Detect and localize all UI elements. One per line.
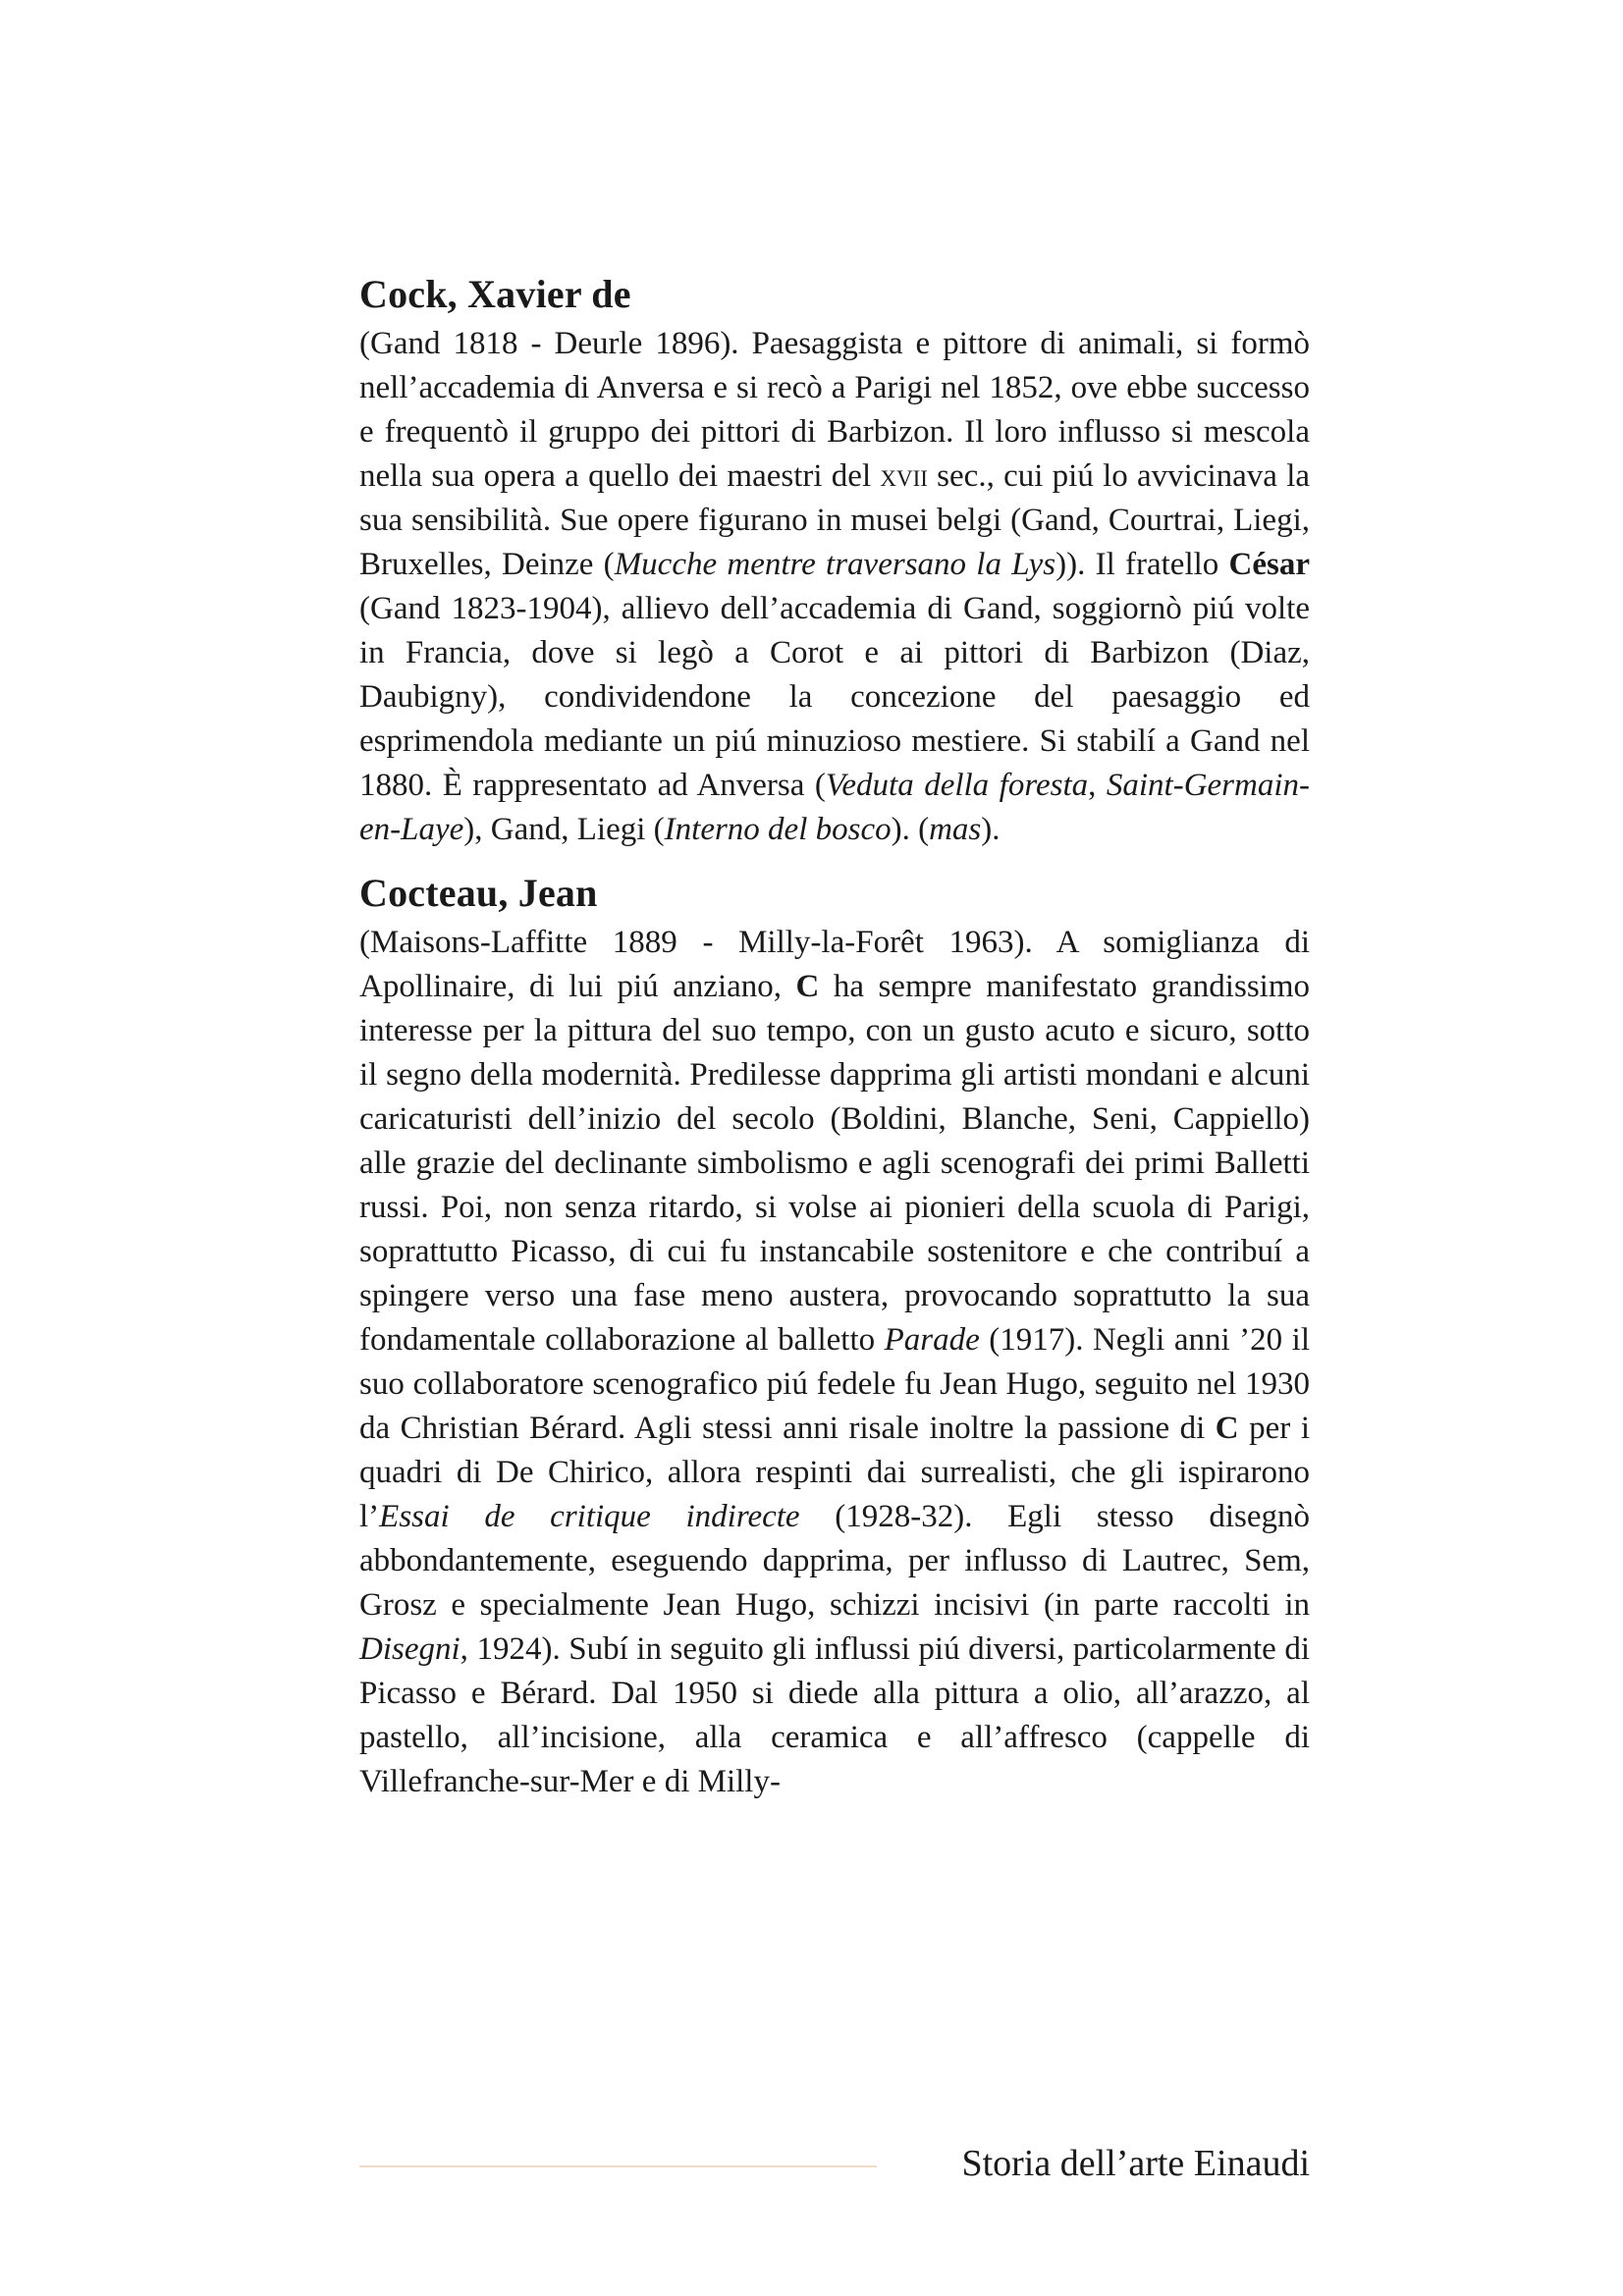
body-text: ), Gand, Liegi (	[463, 812, 665, 847]
body-text: ,	[1088, 768, 1107, 803]
entry-title: Cocteau, Jean	[359, 871, 598, 915]
italic-text: Saint-Germain-en-Laye	[359, 768, 1311, 847]
footer-divider	[359, 2165, 877, 2167]
body-text: ha sempre manifestato grandissimo interesse per la pittura del suo tempo, con un gusto acuto e sicuro, sotto il segno della modernità. Predilesse dapprima gli artisti mondani e alcuni caricaturisti dell’inizio del secolo (Boldini, Blanche, Seni, Cappiello) alle grazie del declinante simbolismo e agli scenografi dei primi Balletti russi. Poi, non senza ritardo, si volse ai pionieri della scuola di Parigi, soprattutto Picasso, di cui fu instancabile sostenitore e che contribuí a spingere verso una fase meno austera, provocando soprattutto la sua fondamentale collaborazione al balletto	[359, 969, 1310, 1358]
italic-text: Interno del bosco	[664, 812, 892, 847]
entry-cock-xavier-de	[359, 271, 1310, 852]
body-text: (1917). Negli anni ’20 il suo collaboratore scenografico piú fedele fu Jean Hugo, seguito nel 1930 da Christian Bérard. Agli stessi anni risale inoltre la passione di	[359, 1322, 1310, 1446]
italic-text: Veduta della foresta	[825, 768, 1089, 803]
italic-text: Mucche mentre traversano la Lys	[614, 547, 1056, 582]
italic-text: mas	[929, 812, 982, 847]
entry-title: Cock, Xavier de	[359, 272, 631, 316]
bold-text: César	[1228, 547, 1311, 582]
body-text: ).	[981, 812, 1001, 847]
body-text: , 1924). Subí in seguito gli influssi piú diversi, particolarmente di Picasso e Bérard. Dal 1950 si diede alla pittura a olio, all’arazzo, al pastello, all’incisione, alla ceramica e all’affresco (cappelle di Villefranche-sur-Mer e di Milly-	[359, 1631, 1310, 1799]
italic-text: Essai de critique indirecte	[379, 1499, 800, 1534]
body-text: )). Il fratello	[1055, 547, 1229, 582]
entry-body	[359, 921, 1310, 1804]
entry-body	[359, 322, 1310, 852]
body-text: (Gand 1823-1904), allievo dell’accademia di Gand, soggiornò piú volte in Francia, dove si legò a Corot e ai pittori di Barbizon (Diaz, Daubigny), condividendone la concezione del paesaggio ed esprimendola mediante un piú minuzioso mestiere. Si stabilí a Gand nel 1880. È rappresentato ad Anversa (	[359, 591, 1310, 803]
bold-text: C	[1215, 1411, 1239, 1446]
main-column	[359, 271, 1310, 1804]
small-caps-text: xvii	[880, 458, 928, 494]
italic-text: Disegni	[359, 1631, 460, 1667]
italic-text: Parade	[884, 1322, 980, 1358]
body-text: ). (	[891, 812, 930, 847]
footer-publisher: Storia dell’arte Einaudi	[961, 2143, 1310, 2184]
bold-text: C	[795, 969, 820, 1004]
body-text: (Gand 1818 - Deurle 1896). Paesaggista e pittore di animali, si formò nell’accademia di Anversa e si recò a Parigi nel 1852, ove ebbe successo e frequentò il gruppo dei pittori di Barbizon. Il loro influsso si mescola nella sua opera a quello dei maestri del	[359, 326, 1310, 494]
body-text: (1928-32). Egli stesso disegnò abbondantemente, eseguendo dapprima, per influsso di Lautrec, Sem, Grosz e specialmente Jean Hugo, schizzi incisivi (in parte raccolti in	[359, 1499, 1310, 1623]
body-text: per i quadri di De Chirico, allora respinti dai surrealisti, che gli ispirarono l’	[359, 1411, 1310, 1534]
body-text: sec., cui piú lo avvicinava la sua sensibilità. Sue opere figurano in musei belgi (Gand, Courtrai, Liegi, Bruxelles, Deinze (	[359, 458, 1311, 582]
body-text: (Maisons-Laffitte 1889 - Milly-la-Forêt 1963). A somiglianza di Apollinaire, di lui piú anziano,	[359, 925, 1310, 1004]
entry-cocteau-jean	[359, 870, 1310, 1804]
